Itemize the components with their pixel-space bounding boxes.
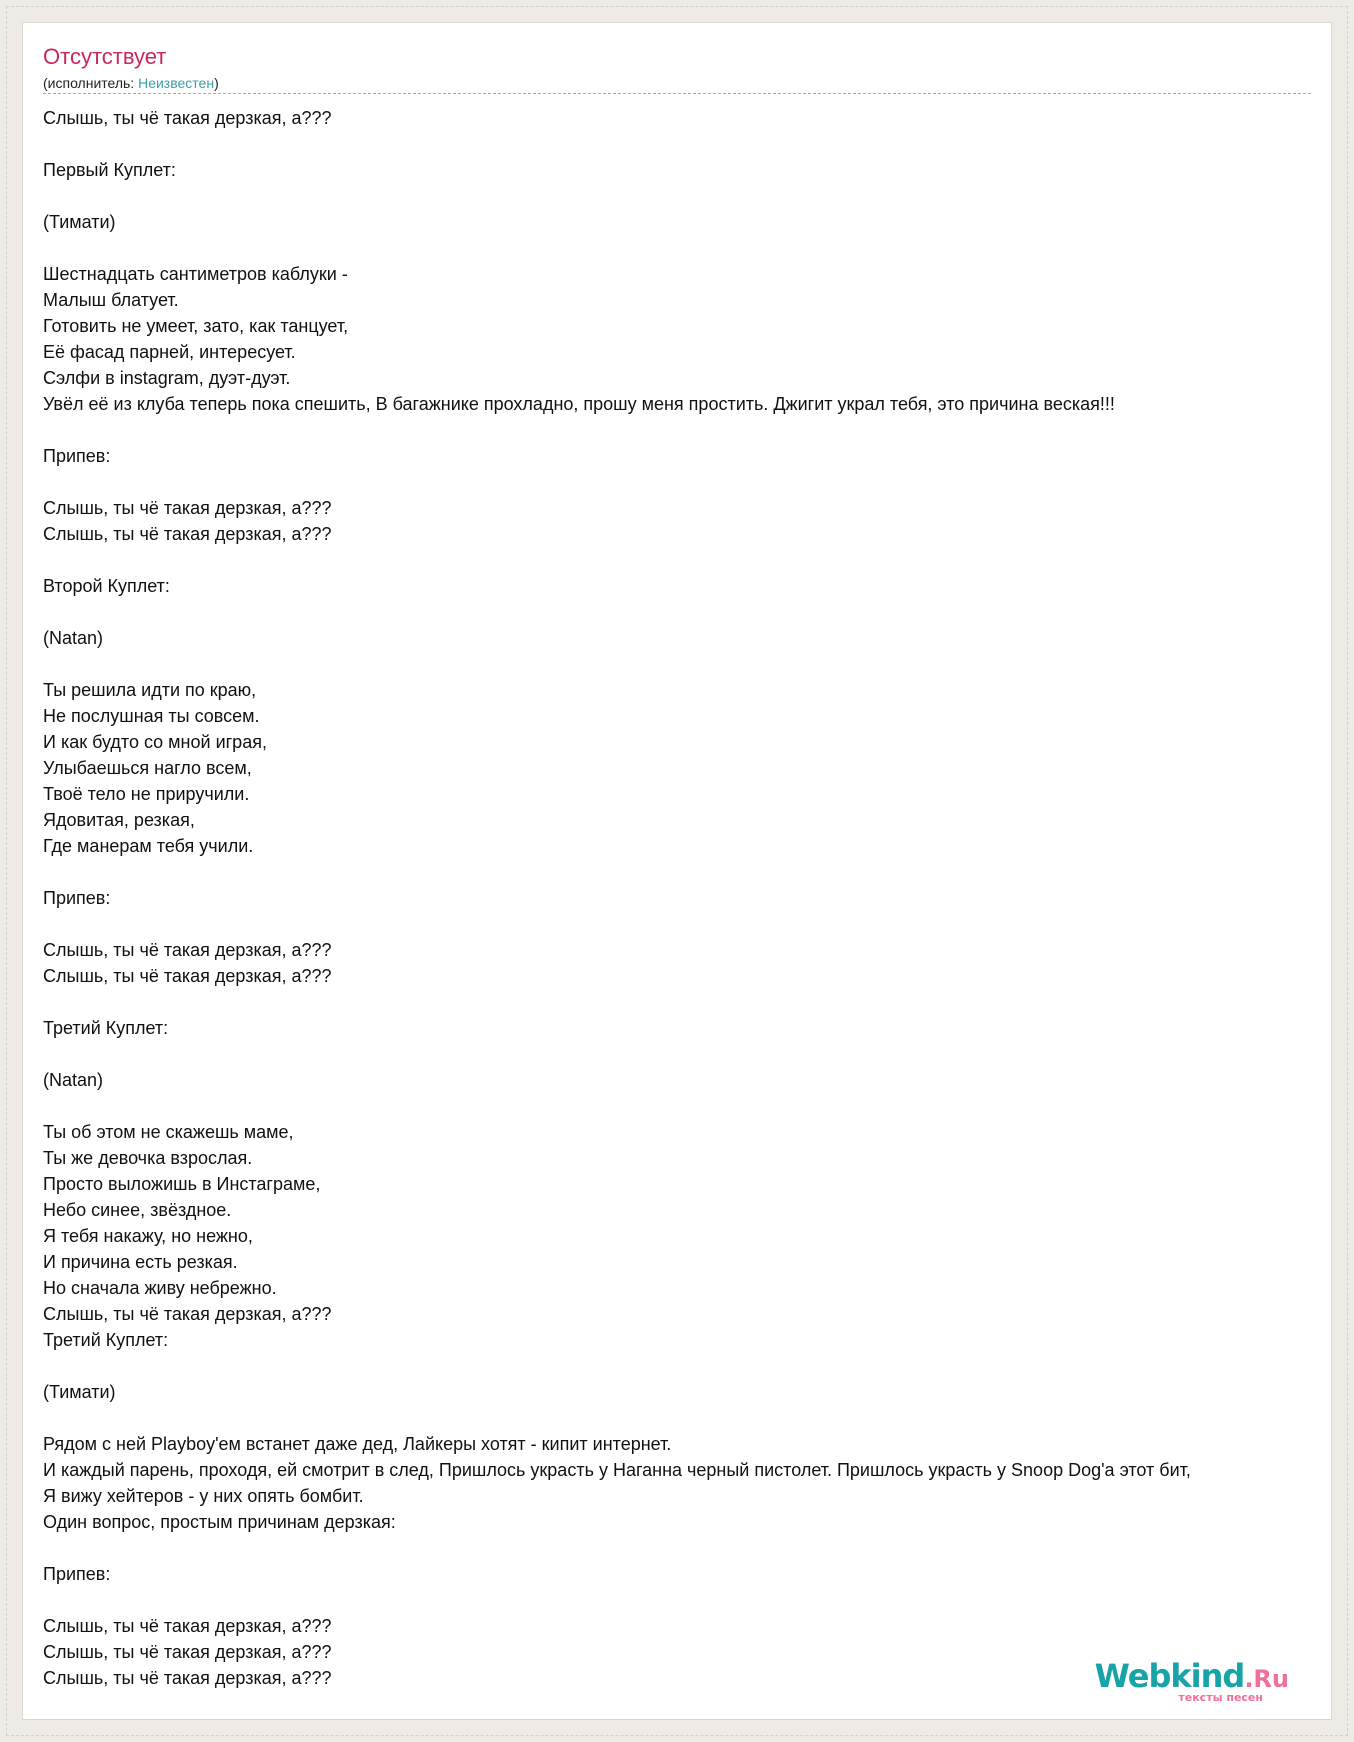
artist-suffix: ): [214, 75, 219, 91]
lyrics-blank-line: [43, 1587, 1191, 1613]
lyrics-line: Второй Куплет:: [43, 576, 170, 596]
lyrics-line: Улыбаешься нагло всем,: [43, 758, 252, 778]
lyrics-line: И каждый парень, проходя, ей смотрит в след, Пришлось украсть у Наганна черный пистолет. Пришлось украсть у Snoop Dog'a этот бит,: [43, 1460, 1191, 1480]
lyrics-line: Слышь, ты чё такая дерзкая, а???: [43, 498, 332, 518]
lyrics-line: (Natan): [43, 1070, 104, 1090]
lyrics-line: (Natan): [43, 628, 104, 648]
artist-link[interactable]: Неизвестен: [138, 75, 215, 91]
logo-tagline: тексты песен: [1178, 1691, 1263, 1704]
lyrics-blank-line: [43, 1353, 1191, 1379]
lyrics-blank-line: [43, 989, 1191, 1015]
lyrics-line: Слышь, ты чё такая дерзкая, а???: [43, 966, 332, 986]
lyrics-line: И как будто со мной играя,: [43, 732, 267, 752]
lyrics-line: Небо синее, звёздное.: [43, 1200, 232, 1220]
lyrics-blank-line: [43, 1041, 1191, 1067]
song-title: Отсутствует: [43, 44, 167, 69]
lyrics-blank-line: [43, 599, 1191, 625]
lyrics-line: Но сначала живу небрежно.: [43, 1278, 277, 1298]
lyrics-blank-line: [43, 417, 1191, 443]
lyrics-line: Увёл её из клуба теперь пока спешить, В багажнике прохладно, прошу меня простить. Джигит украл тебя, это причина веская!!!: [43, 394, 1115, 414]
site-logo[interactable]: [1094, 1657, 1289, 1704]
lyrics-blank-line: [43, 1093, 1191, 1119]
logo-name: Webkind: [1094, 1657, 1245, 1695]
lyrics-line: Слышь, ты чё такая дерзкая, а???: [43, 1668, 332, 1688]
lyrics-line: Третий Куплет:: [43, 1018, 169, 1038]
lyrics-line: Не послушная ты совсем.: [43, 706, 260, 726]
lyrics-line: Я вижу хейтеров - у них опять бомбит.: [43, 1486, 364, 1506]
lyrics-line: (Тимати): [43, 1382, 116, 1402]
lyrics-blank-line: [43, 469, 1191, 495]
lyrics-line: Сэлфи в instagram, дуэт-дуэт.: [43, 368, 291, 388]
lyrics-blank-line: [43, 1535, 1191, 1561]
lyrics-line: Просто выложишь в Инстаграме,: [43, 1174, 321, 1194]
lyrics-line: Слышь, ты чё такая дерзкая, а???: [43, 1642, 332, 1662]
lyrics-line: Малыш блатует.: [43, 290, 179, 310]
lyrics-line: Твоё тело не приручили.: [43, 784, 250, 804]
lyrics-line: Припев:: [43, 888, 111, 908]
lyrics-line: Ты об этом не скажешь маме,: [43, 1122, 294, 1142]
lyrics-line: Где манерам тебя учили.: [43, 836, 254, 856]
lyrics-blank-line: [43, 131, 1191, 157]
lyrics-line: Третий Куплет:: [43, 1330, 169, 1350]
lyrics-line: Слышь, ты чё такая дерзкая, а???: [43, 940, 332, 960]
lyrics-blank-line: [43, 183, 1191, 209]
lyrics-line: Один вопрос, простым причинам дерзкая:: [43, 1512, 396, 1532]
lyrics-line: И причина есть резкая.: [43, 1252, 238, 1272]
lyrics-blank-line: [43, 1405, 1191, 1431]
lyrics-line: Ты же девочка взрослая.: [43, 1148, 253, 1168]
lyrics-line: Я тебя накажу, но нежно,: [43, 1226, 253, 1246]
lyrics-line: Готовить не умеет, зато, как танцует,: [43, 316, 349, 336]
lyrics-line: Ты решила идти по краю,: [43, 680, 257, 700]
lyrics-blank-line: [43, 859, 1191, 885]
lyrics-blank-line: [43, 651, 1191, 677]
lyrics-line: Припев:: [43, 446, 111, 466]
lyrics-line: Первый Куплет:: [43, 160, 176, 180]
lyrics-line: Её фасад парней, интересует.: [43, 342, 296, 362]
lyrics-line: Слышь, ты чё такая дерзкая, а???: [43, 108, 332, 128]
divider: [43, 93, 1311, 94]
lyrics-blank-line: [43, 911, 1191, 937]
lyrics-line: Припев:: [43, 1564, 111, 1584]
lyrics-line: Рядом с ней Playboy'ем встанет даже дед, Лайкеры хотят - кипит интернет.: [43, 1434, 672, 1454]
lyrics-line: Слышь, ты чё такая дерзкая, а???: [43, 524, 332, 544]
lyrics-line: Слышь, ты чё такая дерзкая, а???: [43, 1616, 332, 1636]
artist-prefix: (исполнитель:: [43, 75, 139, 91]
lyrics-line: Ядовитая, резкая,: [43, 810, 195, 830]
lyrics-text: [43, 105, 1191, 1691]
lyrics-line: Слышь, ты чё такая дерзкая, а???: [43, 1304, 332, 1324]
logo-tld: .Ru: [1244, 1665, 1289, 1693]
artist-line: [43, 75, 219, 91]
lyrics-line: (Тимати): [43, 212, 116, 232]
lyrics-blank-line: [43, 547, 1191, 573]
lyrics-line: Шестнадцать сантиметров каблуки -: [43, 264, 348, 284]
lyrics-panel: [22, 22, 1332, 1720]
lyrics-blank-line: [43, 235, 1191, 261]
